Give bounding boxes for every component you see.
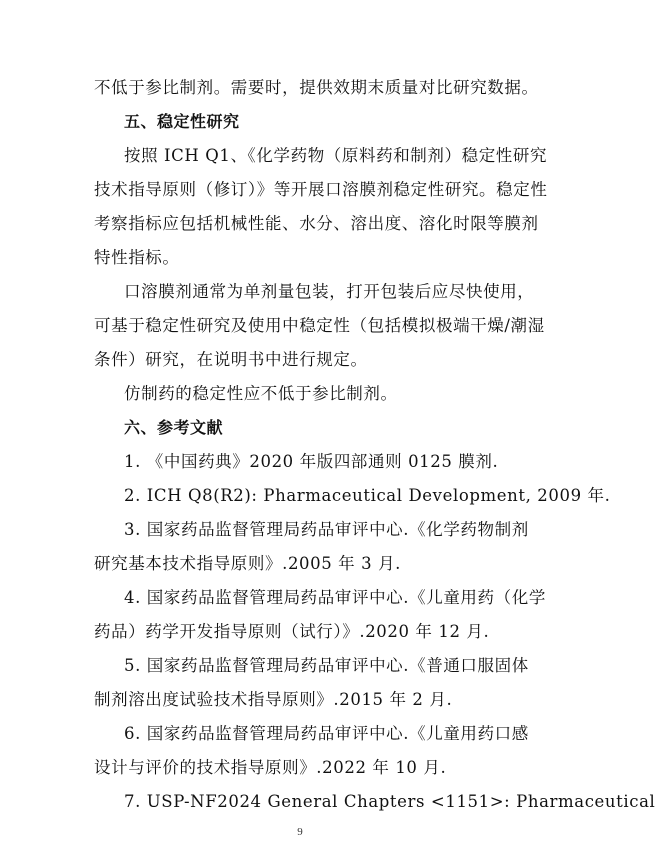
section-heading-stability: 五、稳定性研究 bbox=[124, 112, 240, 131]
paragraph-line: 可基于稳定性研究及使用中稳定性（包括模拟极端干燥/潮湿 bbox=[94, 316, 545, 335]
paragraph-line: 仿制药的稳定性应不低于参比制剂。 bbox=[124, 384, 398, 403]
reference-item: 5. 国家药品监督管理局药品审评中心.《普通口服固体 bbox=[124, 656, 529, 675]
paragraph-line: 条件）研究，在说明书中进行规定。 bbox=[94, 350, 368, 369]
page-number: 9 bbox=[297, 826, 303, 838]
paragraph-line: 特性指标。 bbox=[94, 248, 180, 267]
paragraph-line: 按照 ICH Q1、《化学药物（原料药和制剂）稳定性研究 bbox=[124, 146, 548, 165]
paragraph-line: 技术指导原则（修订）》等开展口溶膜剂稳定性研究。稳定性 bbox=[94, 180, 548, 199]
reference-item: 6. 国家药品监督管理局药品审评中心.《儿童用药口感 bbox=[124, 724, 529, 743]
reference-item: 1. 《中国药典》2020 年版四部通则 0125 膜剂. bbox=[124, 452, 499, 471]
reference-item-continuation: 制剂溶出度试验技术指导原则》.2015 年 2 月. bbox=[94, 690, 453, 709]
reference-item: 2. ICH Q8(R2): Pharmaceutical Development, 2009 年. bbox=[124, 486, 611, 505]
reference-item: 3. 国家药品监督管理局药品审评中心.《化学药物制剂 bbox=[124, 520, 529, 539]
reference-item: 7. USP-NF2024 General Chapters <1151>: Pharmaceutical bbox=[124, 792, 655, 811]
reference-item-continuation: 研究基本技术指导原则》.2005 年 3 月. bbox=[94, 554, 402, 573]
reference-item: 4. 国家药品监督管理局药品审评中心.《儿童用药（化学 bbox=[124, 588, 546, 607]
paragraph-line: 不低于参比制剂。需要时，提供效期末质量对比研究数据。 bbox=[94, 78, 539, 97]
paragraph-line: 口溶膜剂通常为单剂量包装，打开包装后应尽快使用， bbox=[124, 282, 535, 301]
reference-item-continuation: 药品）药学开发指导原则（试行）》.2020 年 12 月. bbox=[94, 622, 490, 641]
section-heading-references: 六、参考文献 bbox=[124, 418, 224, 437]
reference-item-continuation: 设计与评价的技术指导原则》.2022 年 10 月. bbox=[94, 758, 447, 777]
paragraph-line: 考察指标应包括机械性能、水分、溶出度、溶化时限等膜剂 bbox=[94, 214, 539, 233]
